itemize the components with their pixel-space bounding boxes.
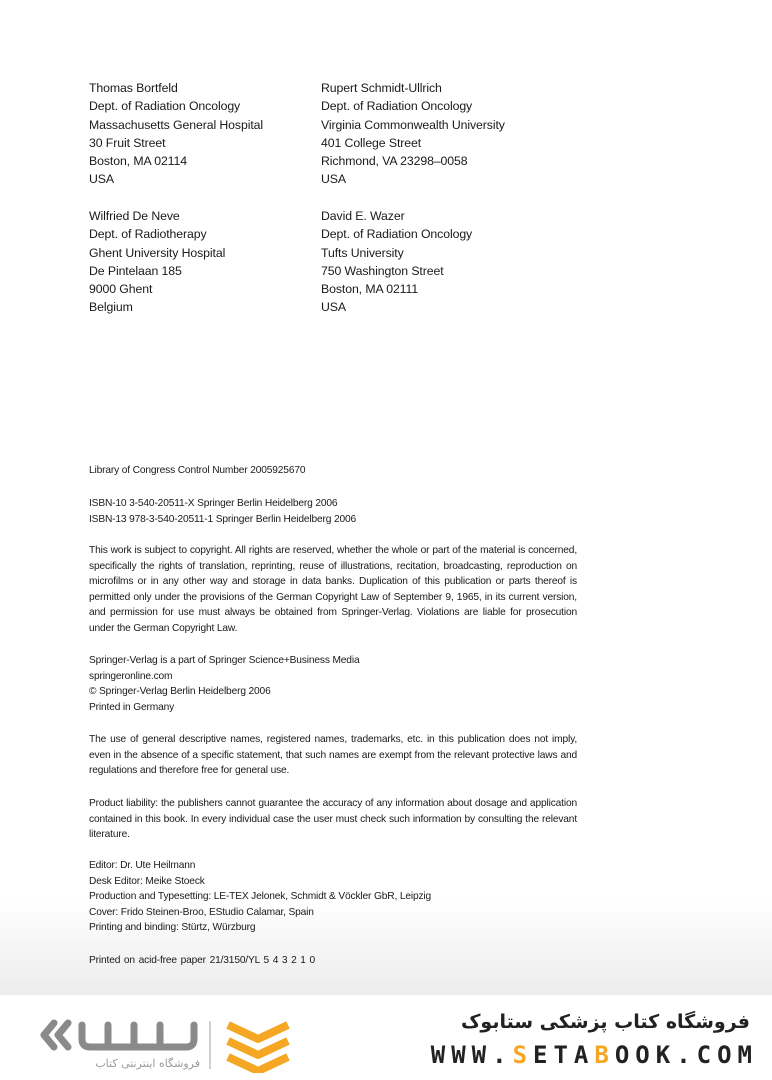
address-name: Thomas Bortfeld (89, 81, 178, 95)
address-country: USA (89, 172, 114, 187)
publisher-line: Springer-Verlag is a part of Springer Science+Business Media (89, 655, 360, 666)
url-highlight-s: S (512, 1041, 534, 1069)
address-block-de-neve (89, 207, 225, 317)
lccn-line: Library of Congress Control Number 2005925670 (89, 465, 306, 476)
isbn-10: ISBN-10 3-540-20511-X Springer Berlin Heidelberg 2006 (89, 498, 338, 509)
credit-production: Production and Typesetting: LE-TEX Jelonek, Schmidt & Vöckler GbR, Leipzig (89, 891, 432, 903)
printed-in: Printed in Germany (89, 701, 175, 713)
address-city: Boston, MA 02111 (321, 282, 419, 297)
credit-cover: Cover: Frido Steinen-Broo, EStudio Calamar, Spain (89, 906, 314, 918)
address-institution: Virginia Commonwealth University (321, 117, 505, 132)
address-dept: Dept. of Radiation Oncology (89, 99, 241, 114)
copyright-line: © Springer-Verlag Berlin Heidelberg 2006 (89, 686, 271, 698)
credit-editor: Editor: Dr. Ute Heilmann (89, 860, 196, 871)
address-dept: Dept. of Radiation Oncology (321, 99, 473, 114)
address-name: Rupert Schmidt-Ullrich (321, 81, 442, 95)
store-name: فروشگاه کتاب پزشکی ستابوک (460, 1011, 750, 1033)
address-street: 401 College Street (321, 135, 422, 150)
credit-printing: Printing and binding: Stürtz, Würzburg (89, 922, 256, 934)
address-country: Belgium (89, 300, 133, 315)
publisher-website: springeronline.com (89, 670, 173, 682)
isbn-13: ISBN-13 978-3-540-20511-1 Springer Berlin Heidelberg 2006 (89, 513, 357, 525)
book-chevron-icon (222, 1017, 294, 1073)
trademark-notice: The use of general descriptive names, registered names, trademarks, etc. in this publication does not imply, even in the absence of a specific statement, that such names are exempt from the relevant protective laws and regulations and therefore free for general use. (89, 734, 577, 777)
address-block-wazer (321, 207, 472, 317)
address-block-bortfeld (89, 79, 263, 189)
address-institution: Tufts University (321, 245, 404, 260)
logo-subtitle: فروشگاه اینترنتی کتاب (95, 1057, 200, 1070)
url-highlight-b: B (594, 1041, 615, 1069)
copyright-notice: This work is subject to copyright. All rights are reserved, whether the whole or part of the material is concerned, specifically the rights of translation, reprinting, reuse of illustrations, recitation, broadcasting, reproduction on microfilms or in any other way and storage in data banks. Duplication of this publication or parts thereof is permitted only under the provisions of the German Copyright Law of September 9, 1965, in its current version, and permission for use must always be obtained from Springer-Verlag. Violations are liable for prosecution under the German Copyright Law. (89, 545, 577, 634)
credits-block (89, 858, 577, 936)
address-institution: Ghent University Hospital (89, 245, 226, 260)
address-country: USA (321, 300, 346, 315)
credit-desk-editor: Desk Editor: Meike Stoeck (89, 875, 205, 887)
publisher-block (89, 653, 577, 715)
print-line: Printed on acid-free paper 21/3150/YL 5 4 3 2 1 0 (89, 955, 315, 966)
address-street: 30 Fruit Street (89, 135, 166, 150)
store-banner (0, 995, 772, 1080)
address-country: USA (321, 172, 346, 187)
address-street: 750 Washington Street (321, 263, 444, 278)
address-dept: Dept. of Radiation Oncology (321, 227, 473, 242)
address-block-schmidt-ullrich (321, 79, 505, 189)
liability-notice: Product liability: the publishers cannot guarantee the accuracy of any information about dosage and application contained in this book. In every individual case the user must check such information by consulting the relevant literature. (89, 798, 577, 841)
url-suffix: OOK.COM (614, 1041, 758, 1069)
address-city: Richmond, VA 23298–0058 (321, 154, 468, 169)
address-dept: Dept. of Radiotherapy (89, 227, 207, 242)
address-city: 9000 Ghent (89, 282, 153, 297)
address-name: David E. Wazer (321, 209, 405, 223)
address-institution: Massachusetts General Hospital (89, 117, 264, 132)
logo-divider (209, 1021, 211, 1069)
isbn-block (89, 496, 577, 527)
address-name: Wilfried De Neve (89, 209, 180, 223)
url-prefix: WWW. (430, 1041, 513, 1069)
store-url-link[interactable] (431, 1041, 758, 1069)
address-city: Boston, MA 02114 (89, 154, 187, 169)
address-street: De Pintelaan 185 (89, 263, 182, 278)
setabook-logo-icon (38, 1013, 203, 1057)
url-middle: ETA (533, 1041, 595, 1069)
